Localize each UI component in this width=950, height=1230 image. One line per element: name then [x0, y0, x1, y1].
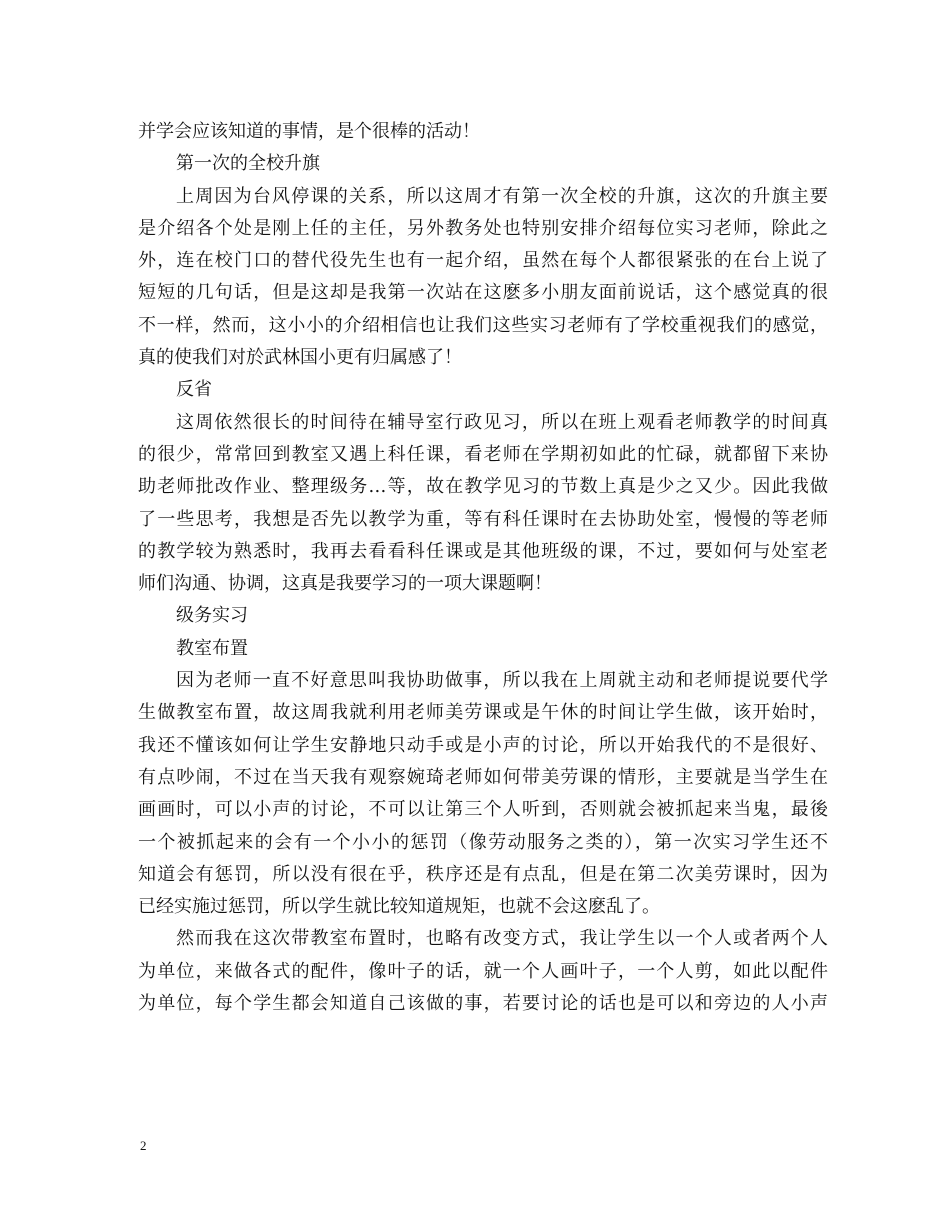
paragraph-line: 了一些思考，我想是否先以教学为重，等有科任课时在去协助处室，慢慢的等老师	[138, 508, 828, 530]
section-heading: 反省	[176, 379, 212, 401]
paragraph-line: 的很少，常常回到教室又遇上科任课，看老师在学期初如此的忙碌，就都留下来协	[138, 443, 828, 465]
paragraph-line: 真的使我们对於武林国小更有归属感了！	[138, 347, 462, 369]
section-heading: 第一次的全校升旗	[176, 153, 320, 175]
paragraph-line: 不一样，然而，这小小的介绍相信也让我们这些实习老师有了学校重视我们的感觉，	[138, 314, 828, 336]
paragraph-line: 我还不懂该如何让学生安静地只动手或是小声的讨论，所以开始我代的不是很好、	[138, 734, 828, 756]
paragraph-line: 生做教室布置，故这周我就利用老师美劳课或是午休的时间让学生做，该开始时，	[138, 702, 828, 724]
paragraph-line: 为单位，来做各式的配件，像叶子的话，就一个人画叶子，一个人剪，如此以配件	[138, 960, 828, 982]
paragraph-line: 为单位，每个学生都会知道自己该做的事，若要讨论的话也是可以和旁边的人小声	[138, 993, 828, 1015]
paragraph-line: 上周因为台风停课的关系，所以这周才有第一次全校的升旗，这次的升旗主要	[176, 185, 828, 207]
paragraph-line: 一个被抓起来的会有一个小小的惩罚（像劳动服务之类的），第一次实习学生还不	[138, 831, 828, 853]
page-number: 2	[140, 1138, 147, 1153]
paragraph-line: 的教学较为熟悉时，我再去看看科任课或是其他班级的课，不过，要如何与处室老	[138, 540, 828, 562]
paragraph-line: 是介绍各个处是刚上任的主任，另外教务处也特别安排介绍每位实习老师，除此之	[138, 217, 828, 239]
paragraph-line: 师们沟通、协调，这真是我要学习的一项大课题啊！	[138, 573, 552, 595]
section-heading: 教室布置	[176, 637, 248, 659]
paragraph-line: 外，连在校门口的替代役先生也有一起介绍，虽然在每个人都很紧张的在台上说了	[138, 250, 828, 272]
paragraph-line: 短短的几句话，但是这却是我第一次站在这麽多小朋友面前说话，这个感觉真的很	[138, 282, 828, 304]
paragraph-line: 因为老师一直不好意思叫我协助做事，所以我在上周就主动和老师提说要代学	[176, 670, 828, 692]
paragraph-line: 有点吵闹，不过在当天我有观察婉琦老师如何带美劳课的情形，主要就是当学生在	[138, 766, 828, 788]
paragraph-line: 画画时，可以小声的讨论，不可以让第三个人听到，否则就会被抓起来当鬼，最後	[138, 799, 828, 821]
document-body	[138, 116, 828, 1020]
paragraph-line: 并学会应该知道的事情，是个很棒的活动！	[138, 121, 480, 142]
section-heading: 级务实习	[176, 605, 248, 627]
paragraph-line: 然而我在这次带教室布置时，也略有改变方式，我让学生以一个人或者两个人	[176, 928, 828, 950]
paragraph-line: 助老师批改作业、整理级务…等，故在教学见习的节数上真是少之又少。因此我做	[138, 476, 828, 498]
paragraph-line: 已经实施过惩罚，所以学生就比较知道规矩，也就不会这麽乱了。	[138, 896, 660, 918]
paragraph-line: 这周依然很长的时间待在辅导室行政见习，所以在班上观看老师教学的时间真	[176, 411, 828, 433]
paragraph-line: 知道会有惩罚，所以没有很在乎，秩序还是有点乱，但是在第二次美劳课时，因为	[138, 863, 828, 885]
